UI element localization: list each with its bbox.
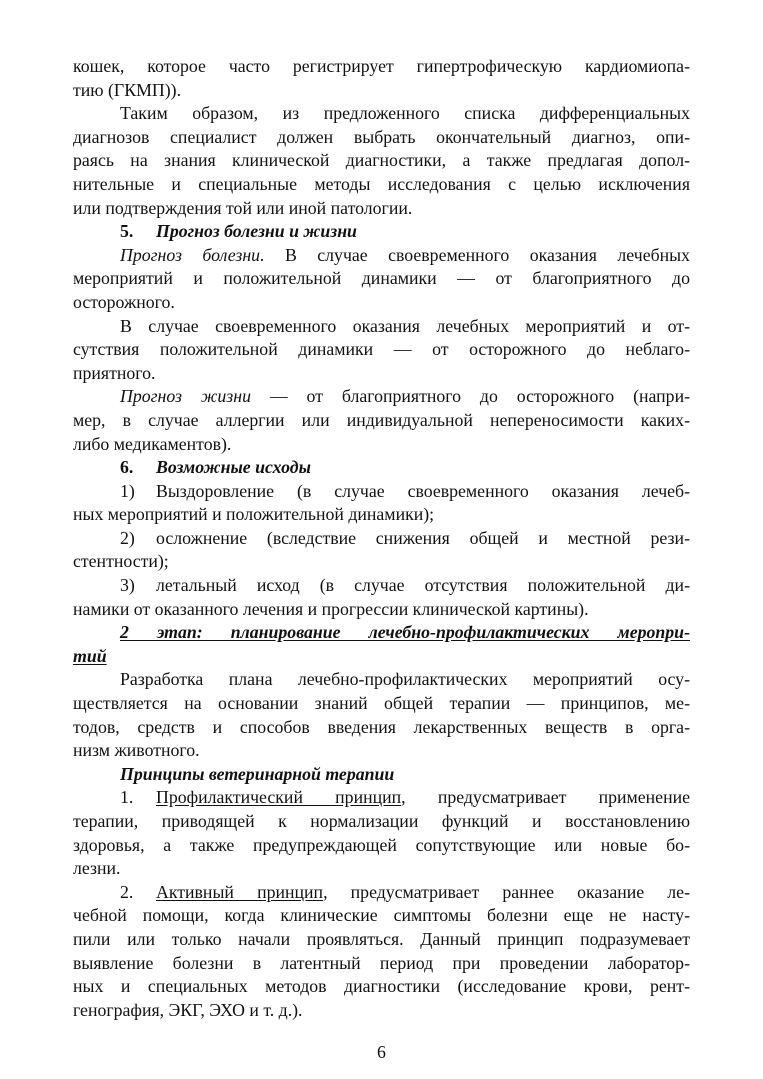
- list-number: 2.: [120, 881, 134, 902]
- text-line: тодов, средств и способов введения лекарственных веществ в орга-: [73, 716, 690, 737]
- text-line: либо медикаментов).: [73, 433, 232, 454]
- text-line: Прогноз болезни. В случае своевременного оказания лечебных: [120, 244, 690, 265]
- text-line: выявление болезни в латентный период при проведении лаборатор-: [73, 952, 690, 973]
- text-line: диагнозов специалист должен выбрать окончательный диагноз, опи-: [73, 126, 690, 147]
- text-line: приятного.: [73, 362, 156, 383]
- list-number: 1.: [120, 787, 134, 808]
- text-line: чебной помощи, когда клинические симптомы болезни еще не насту-: [73, 905, 690, 926]
- text-line: ных и специальных методов диагностики (исследование крови, рент-: [73, 976, 690, 997]
- text-line: пили или только начали проявляться. Данный принцип подразумевает: [73, 928, 690, 949]
- text-line: намики от оказанного лечения и прогрессии клинической картины).: [73, 598, 589, 619]
- page-number: 6: [377, 1042, 386, 1062]
- text-line: ных мероприятий и положительной динамики);: [73, 504, 435, 525]
- text-line: мер, в случае аллергии или индивидуальной непереносимости каких-: [73, 409, 690, 430]
- principle-term: Активный принцип: [156, 881, 324, 902]
- italic-term: Прогноз жизни: [120, 386, 251, 407]
- text-line: раясь на знания клинической диагностики, а также предлагая допол-: [73, 150, 690, 171]
- section-number: 6.: [120, 457, 134, 478]
- list-number: 3): [120, 575, 135, 596]
- text-line: здоровья, а также предупреждающей сопутствующие или новые бо-: [73, 834, 690, 855]
- text-line: терапии, приводящей к нормализации функций и восстановлению: [73, 811, 690, 831]
- text-line: Разработка плана лечебно-профилактических мероприятий осу-: [120, 669, 690, 690]
- text-line: Прогноз жизни — от благоприятного до осторожного (напри-: [120, 386, 691, 407]
- principle-item: 2. Активный принцип, предусматривает раннее оказание ле-: [73, 881, 690, 905]
- text-line: кошек, которое часто регистрирует гипертрофическую кардиомиопа-: [73, 56, 690, 76]
- document-page: [73, 55, 690, 1022]
- stage-heading: 2 этап: планирование лечебно-профилактических меропри-: [120, 622, 690, 643]
- text-line: лезни.: [73, 858, 121, 879]
- list-item: 2) осложнение (вследствие снижения общей и местной рези-: [73, 527, 690, 551]
- principle-item: 1. Профилактический принцип, предусматривает применение: [73, 786, 690, 810]
- section-title: Возможные исходы: [156, 457, 311, 478]
- text-line: стентности);: [73, 551, 169, 572]
- section-heading-prognosis: [73, 220, 690, 244]
- text-line: мероприятий и положительной динамики — от благоприятного до: [73, 268, 690, 289]
- stage-heading-cont: тий: [73, 645, 107, 666]
- text-line: В случае своевременного оказания лечебных мероприятий и от-: [120, 315, 690, 336]
- list-item: 1) Выздоровление (в случае своевременного оказания лечеб-: [73, 480, 690, 504]
- text-line: низм животного.: [73, 740, 200, 761]
- text-line: нительные и специальные методы исследования с целью исключения: [73, 173, 690, 194]
- text-line: тию (ГКМП)).: [73, 79, 182, 100]
- principle-term: Профилактический принцип: [156, 787, 402, 808]
- text-line: сутствия положительной динамики — от осторожного до неблаго-: [73, 339, 690, 360]
- principles-heading: Принципы ветеринарной терапии: [120, 763, 395, 784]
- section-heading-outcomes: [73, 456, 690, 480]
- list-number: 2): [120, 527, 135, 548]
- italic-term: Прогноз болезни.: [120, 244, 265, 265]
- section-title: Прогноз болезни и жизни: [156, 221, 357, 242]
- section-number: 5.: [120, 221, 134, 242]
- text-line: или подтверждения той или иной патологии.: [73, 197, 413, 218]
- list-item: 3) летальный исход (в случае отсутствия положительной ди-: [73, 574, 690, 598]
- text-line: генография, ЭКГ, ЭХО и т. д.).: [73, 999, 303, 1020]
- text-line: Таким образом, из предложенного списка дифференциальных: [120, 103, 690, 124]
- text-line: осторожного.: [73, 291, 175, 312]
- list-number: 1): [120, 480, 135, 501]
- text-line: ществляется на основании знаний общей терапии — принципов, ме-: [73, 693, 690, 714]
